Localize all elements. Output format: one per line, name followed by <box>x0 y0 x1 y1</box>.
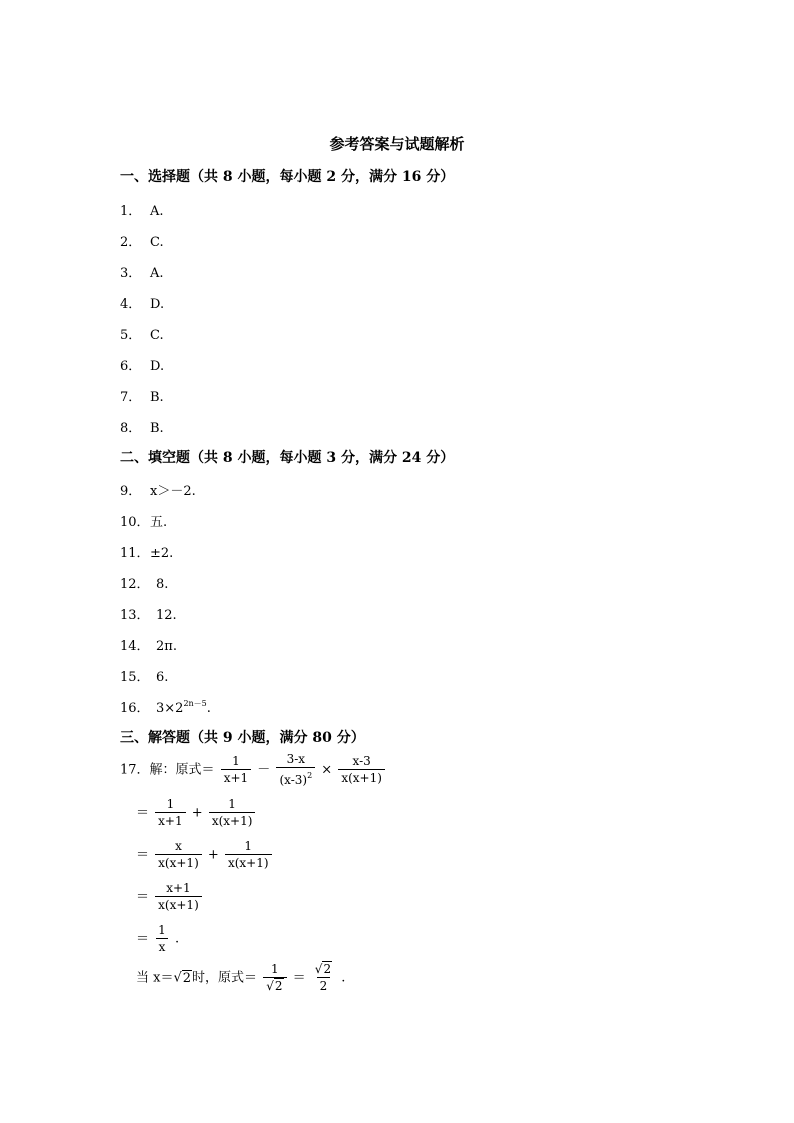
numerator: x+1 <box>166 881 191 895</box>
fraction <box>276 752 315 788</box>
sqrt-sign: √ <box>173 970 182 986</box>
q17-label: 17．解：原式＝ <box>120 762 215 778</box>
item-number: 13． <box>120 608 150 623</box>
fraction <box>209 797 256 829</box>
answer-item <box>120 324 164 343</box>
radicand: 2 <box>274 979 283 993</box>
exponent: 2n－5 <box>183 699 207 708</box>
fraction <box>221 754 251 786</box>
item-number: 4． <box>120 297 142 312</box>
fraction <box>155 839 202 871</box>
item-number: 5． <box>120 328 142 343</box>
page-title: 参考答案与试题解析 <box>329 135 465 153</box>
item-answer: C. <box>150 328 164 343</box>
item-answer: D. <box>150 359 165 374</box>
item-number: 14． <box>120 639 150 654</box>
item-answer: A. <box>150 204 164 219</box>
equals: ＝ <box>136 847 150 863</box>
condition-text-2: 时，原式＝ <box>192 970 258 986</box>
q17-line-6 <box>136 962 345 994</box>
fraction <box>263 962 286 994</box>
item-number: 11． <box>120 546 150 561</box>
item-answer: 3×2 <box>156 701 184 716</box>
period: . <box>341 970 346 986</box>
item-answer: 6. <box>156 670 169 685</box>
equals: ＝ <box>292 970 306 986</box>
denominator: x(x+1) <box>155 896 202 913</box>
item-answer: A. <box>150 266 164 281</box>
numerator <box>312 962 335 977</box>
numerator: x-3 <box>352 754 371 768</box>
operator: + <box>191 805 203 821</box>
item-number: 12． <box>120 577 150 592</box>
denominator: x+1 <box>221 769 251 786</box>
answer-item <box>120 293 164 312</box>
equals: ＝ <box>136 889 150 905</box>
denominator: x(x+1) <box>209 812 256 829</box>
section-heading-solve: 三、解答题（共 9 小题，满分 80 分） <box>120 730 365 746</box>
item-answer: 12. <box>156 608 177 623</box>
equals: ＝ <box>136 805 150 821</box>
numerator: 1 <box>244 839 253 853</box>
denominator: x(x+1) <box>225 854 272 871</box>
item-answer: C. <box>150 235 164 250</box>
answer-item <box>120 635 177 654</box>
section-heading-choice: 一、选择题（共 8 小题，每小题 2 分，满分 16 分） <box>120 169 455 185</box>
fraction <box>155 797 185 829</box>
item-number: 2． <box>120 235 142 250</box>
fraction <box>225 839 272 871</box>
q17-line-5 <box>136 923 179 955</box>
q17-line-2 <box>136 797 257 829</box>
radicand: 2 <box>182 970 192 986</box>
answer-item <box>120 697 211 716</box>
denominator: x+1 <box>155 812 185 829</box>
item-number: 9． <box>120 484 142 499</box>
answer-item <box>120 386 164 405</box>
item-number: 7． <box>120 390 142 405</box>
denominator: x <box>156 938 169 955</box>
equals: ＝ <box>136 931 150 947</box>
answer-item <box>120 262 164 281</box>
item-answer: D. <box>150 297 165 312</box>
fraction <box>155 881 202 913</box>
sqrt-sign: √ <box>266 979 274 993</box>
q17-line-1 <box>120 752 387 788</box>
numerator: 1 <box>228 797 236 811</box>
numerator: 1 <box>232 754 240 768</box>
answer-item <box>120 604 177 623</box>
item-number: 15． <box>120 670 150 685</box>
denominator <box>276 767 315 788</box>
answer-item <box>120 231 164 250</box>
fraction <box>312 962 335 994</box>
answer-item <box>120 417 164 436</box>
operator: + <box>207 847 219 863</box>
denominator <box>263 977 286 994</box>
item-answer: 2π. <box>156 639 177 654</box>
fraction <box>338 754 385 786</box>
item-number: 6． <box>120 359 142 374</box>
numerator: 3-x <box>286 752 306 766</box>
period: . <box>174 931 180 947</box>
numerator: 1 <box>271 962 279 976</box>
fraction <box>155 923 169 955</box>
answer-item <box>120 480 196 499</box>
denominator-base: (x-3) <box>279 773 308 787</box>
exponent: 2 <box>307 771 313 780</box>
item-answer: ±2. <box>150 546 174 561</box>
numerator: 1 <box>166 797 175 811</box>
item-answer: 8. <box>156 577 169 592</box>
condition-text: 当 x＝ <box>136 970 174 986</box>
q17-line-3 <box>136 839 274 871</box>
item-answer: x＞－2. <box>150 484 196 499</box>
radicand: 2 <box>323 962 332 976</box>
answer-item <box>120 355 164 374</box>
denominator: x(x+1) <box>155 854 202 871</box>
operator: × <box>321 762 333 778</box>
numerator: x <box>175 839 182 853</box>
q17-line-4 <box>136 881 204 913</box>
item-answer: 五. <box>150 515 168 530</box>
operator: － <box>257 762 271 778</box>
item-answer: B. <box>150 421 164 436</box>
denominator: x(x+1) <box>338 769 385 786</box>
sqrt-sign: √ <box>314 962 323 976</box>
item-number: 10． <box>120 515 150 530</box>
item-number: 16． <box>120 701 150 716</box>
answer-item <box>120 511 167 530</box>
item-number: 1． <box>120 204 142 219</box>
denominator: 2 <box>317 977 331 994</box>
item-answer-tail: . <box>206 701 211 716</box>
item-number: 3． <box>120 266 142 281</box>
answer-item <box>120 200 164 219</box>
answer-item <box>120 666 168 685</box>
item-answer: B. <box>150 390 164 405</box>
numerator: 1 <box>158 923 166 937</box>
section-heading-fill: 二、填空题（共 8 小题，每小题 3 分，满分 24 分） <box>120 450 455 466</box>
item-number: 8． <box>120 421 142 436</box>
answer-item <box>120 573 168 592</box>
answer-item <box>120 542 173 561</box>
